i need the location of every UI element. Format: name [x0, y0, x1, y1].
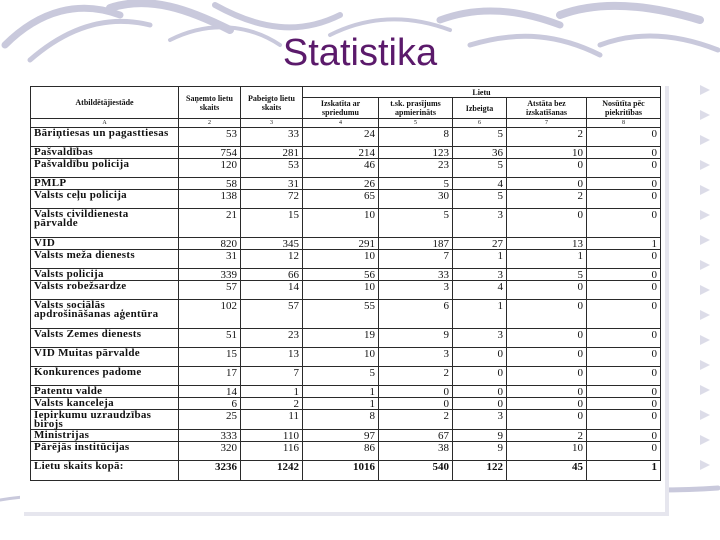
cell-value: 17	[179, 367, 241, 386]
table-row	[31, 430, 661, 442]
cell-value: 291	[303, 238, 379, 250]
col-number: 6	[453, 119, 507, 128]
cell-value: 46	[303, 159, 379, 178]
cell-value: 5	[453, 190, 507, 209]
cell-value: 3	[453, 209, 507, 238]
col-number: 7	[507, 119, 587, 128]
cell-value: 58	[179, 178, 241, 190]
cell-value: 6	[179, 398, 241, 410]
cell-value: 6	[379, 300, 453, 329]
cell-value: 4	[453, 178, 507, 190]
cell-value: 0	[587, 442, 661, 461]
table-row	[31, 178, 661, 190]
institution-name: Bāriņtiesas un pagasttiesas	[31, 128, 179, 147]
table-row	[31, 410, 661, 430]
cell-value: 10	[303, 209, 379, 238]
cell-value: 14	[179, 386, 241, 398]
cell-value: 9	[453, 430, 507, 442]
cell-value: 0	[507, 386, 587, 398]
cell-value: 9	[379, 329, 453, 348]
cell-value: 65	[303, 190, 379, 209]
cell-value: 2	[507, 430, 587, 442]
cell-value: 0	[507, 300, 587, 329]
cell-value: 38	[379, 442, 453, 461]
cell-value: 820	[179, 238, 241, 250]
table-row	[31, 348, 661, 367]
cell-value: 15	[241, 209, 303, 238]
cell-value: 55	[303, 300, 379, 329]
cell-value: 57	[179, 281, 241, 300]
cell-value: 1	[587, 461, 661, 481]
cell-value: 57	[241, 300, 303, 329]
cell-value: 5	[379, 178, 453, 190]
cell-value: 110	[241, 430, 303, 442]
cell-value: 0	[507, 367, 587, 386]
cell-value: 1	[587, 238, 661, 250]
cell-value: 1242	[241, 461, 303, 481]
cell-value: 0	[453, 367, 507, 386]
col-number: 8	[587, 119, 661, 128]
cell-value: 15	[179, 348, 241, 367]
total-row	[31, 461, 661, 481]
cell-value: 33	[379, 269, 453, 281]
cell-value: 1	[453, 300, 507, 329]
cell-value: 10	[507, 442, 587, 461]
institution-name: VID Muitas pārvalde	[31, 348, 179, 367]
cell-value: 3	[453, 410, 507, 430]
cell-value: 0	[379, 398, 453, 410]
cell-value: 123	[379, 147, 453, 159]
header-institution: Atbildētājiestāde	[31, 87, 179, 119]
header-left: Atstāta bez izskatīšanas	[507, 98, 587, 119]
header-completed: Pabeigto lietu skaits	[241, 87, 303, 119]
table-row	[31, 398, 661, 410]
cell-value: 56	[303, 269, 379, 281]
cell-value: 0	[507, 410, 587, 430]
cell-value: 10	[303, 348, 379, 367]
cell-value: 0	[507, 329, 587, 348]
cell-value: 0	[507, 348, 587, 367]
table-row	[31, 190, 661, 209]
cell-value: 19	[303, 329, 379, 348]
cell-value: 0	[587, 430, 661, 442]
cell-value: 2	[379, 410, 453, 430]
institution-name: Pašvaldību policija	[31, 159, 179, 178]
table-row	[31, 128, 661, 147]
cell-value: 2	[507, 190, 587, 209]
cell-value: 1	[241, 386, 303, 398]
cell-value: 0	[587, 128, 661, 147]
slide-title: Statistika	[282, 32, 438, 74]
cell-value: 67	[379, 430, 453, 442]
institution-name: Valsts ceļu policija	[31, 190, 179, 209]
cell-value: 30	[379, 190, 453, 209]
cell-value: 53	[179, 128, 241, 147]
cell-value: 86	[303, 442, 379, 461]
cell-value: 31	[179, 250, 241, 269]
cell-value: 0	[379, 386, 453, 398]
cell-value: 122	[453, 461, 507, 481]
cell-value: 2	[379, 367, 453, 386]
cell-value: 0	[587, 281, 661, 300]
cell-value: 0	[453, 398, 507, 410]
header-ended: Izbeigta	[453, 98, 507, 119]
cell-value: 0	[587, 329, 661, 348]
cell-value: 320	[179, 442, 241, 461]
cell-value: 0	[507, 281, 587, 300]
cell-value: 23	[241, 329, 303, 348]
cell-value: 10	[303, 281, 379, 300]
cell-value: 36	[453, 147, 507, 159]
institution-name: PMLP	[31, 178, 179, 190]
header-sent: Nosūtīta pēc piekritības	[587, 98, 661, 119]
cell-value: 5	[507, 269, 587, 281]
cell-value: 0	[587, 367, 661, 386]
cell-value: 0	[587, 300, 661, 329]
cell-value: 66	[241, 269, 303, 281]
header-group-label: Lietu	[303, 87, 661, 98]
col-number: A	[31, 119, 179, 128]
header-resolved: Izskatīta ar spriedumu	[303, 98, 379, 119]
col-number: 3	[241, 119, 303, 128]
cell-value: 5	[453, 128, 507, 147]
cell-value: 0	[587, 178, 661, 190]
col-number: 5	[379, 119, 453, 128]
institution-name: Konkurences padome	[31, 367, 179, 386]
cell-value: 0	[587, 250, 661, 269]
cell-value: 333	[179, 430, 241, 442]
cell-value: 13	[241, 348, 303, 367]
col-number: 2	[179, 119, 241, 128]
cell-value: 0	[507, 209, 587, 238]
statistics-sheet	[20, 82, 665, 512]
institution-name: Iepirkumu uzraudzības birojs	[31, 410, 179, 430]
cell-value: 754	[179, 147, 241, 159]
cell-value: 0	[587, 190, 661, 209]
cell-value: 1	[303, 386, 379, 398]
cell-value: 0	[587, 348, 661, 367]
cell-value: 1	[303, 398, 379, 410]
cell-value: 27	[453, 238, 507, 250]
cell-value: 0	[587, 269, 661, 281]
cell-value: 1	[507, 250, 587, 269]
cell-value: 2	[507, 128, 587, 147]
cell-value: 0	[587, 147, 661, 159]
cell-value: 21	[179, 209, 241, 238]
table-row	[31, 281, 661, 300]
cell-value: 3236	[179, 461, 241, 481]
table-row	[31, 238, 661, 250]
institution-name: Valsts policija	[31, 269, 179, 281]
cell-value: 540	[379, 461, 453, 481]
cell-value: 138	[179, 190, 241, 209]
cell-value: 281	[241, 147, 303, 159]
cell-value: 3	[379, 348, 453, 367]
institution-name: Valsts robežsardze	[31, 281, 179, 300]
institution-name: Ministrijas	[31, 430, 179, 442]
cell-value: 187	[379, 238, 453, 250]
cell-value: 7	[241, 367, 303, 386]
cell-value: 11	[241, 410, 303, 430]
cell-value: 0	[453, 386, 507, 398]
cell-value: 0	[587, 410, 661, 430]
institution-name: Valsts meža dienests	[31, 250, 179, 269]
cell-value: 72	[241, 190, 303, 209]
cell-value: 120	[179, 159, 241, 178]
cell-value: 1016	[303, 461, 379, 481]
institution-name: Patentu valde	[31, 386, 179, 398]
cell-value: 7	[379, 250, 453, 269]
institution-name: Pārējās institūcijas	[31, 442, 179, 461]
cell-value: 33	[241, 128, 303, 147]
cell-value: 4	[453, 281, 507, 300]
table-row	[31, 250, 661, 269]
cell-value: 2	[241, 398, 303, 410]
cell-value: 214	[303, 147, 379, 159]
cell-value: 45	[507, 461, 587, 481]
table-row	[31, 386, 661, 398]
cell-value: 14	[241, 281, 303, 300]
cell-value: 97	[303, 430, 379, 442]
table-row	[31, 159, 661, 178]
cell-value: 9	[453, 442, 507, 461]
cell-value: 5	[379, 209, 453, 238]
cell-value: 26	[303, 178, 379, 190]
table-row	[31, 329, 661, 348]
cell-value: 24	[303, 128, 379, 147]
cell-value: 13	[507, 238, 587, 250]
cell-value: 12	[241, 250, 303, 269]
cell-value: 3	[379, 281, 453, 300]
cell-value: 5	[453, 159, 507, 178]
table-row	[31, 367, 661, 386]
cell-value: 102	[179, 300, 241, 329]
cell-value: 8	[379, 128, 453, 147]
header-received: Saņemto lietu skaits	[179, 87, 241, 119]
cell-value: 53	[241, 159, 303, 178]
cell-value: 0	[587, 209, 661, 238]
cell-value: 25	[179, 410, 241, 430]
cell-value: 0	[587, 386, 661, 398]
cell-value: 116	[241, 442, 303, 461]
cell-value: 3	[453, 269, 507, 281]
table-row	[31, 442, 661, 461]
institution-name: Valsts kanceleja	[31, 398, 179, 410]
cell-value: 5	[303, 367, 379, 386]
table-row	[31, 269, 661, 281]
cell-value: 0	[507, 178, 587, 190]
cell-value: 0	[453, 348, 507, 367]
cell-value: 0	[507, 159, 587, 178]
institution-name: Valsts sociālās apdrošināšanas aģentūra	[31, 300, 179, 329]
table-row	[31, 147, 661, 159]
total-label: Lietu skaits kopā:	[31, 461, 179, 481]
cell-value: 0	[507, 398, 587, 410]
cell-value: 23	[379, 159, 453, 178]
cell-value: 10	[303, 250, 379, 269]
table-row	[31, 209, 661, 238]
table-row	[31, 300, 661, 329]
institution-name: Pašvaldības	[31, 147, 179, 159]
header-including: t.sk. prasījums apmierināts	[379, 98, 453, 119]
cell-value: 31	[241, 178, 303, 190]
cell-value: 51	[179, 329, 241, 348]
statistics-table	[30, 86, 661, 481]
col-number: 4	[303, 119, 379, 128]
cell-value: 339	[179, 269, 241, 281]
cell-value: 8	[303, 410, 379, 430]
cell-value: 3	[453, 329, 507, 348]
cell-value: 0	[587, 159, 661, 178]
institution-name: Valsts Zemes dienests	[31, 329, 179, 348]
cell-value: 10	[507, 147, 587, 159]
institution-name: Valsts civildienesta pārvalde	[31, 209, 179, 238]
cell-value: 0	[587, 398, 661, 410]
cell-value: 1	[453, 250, 507, 269]
institution-name: VID	[31, 238, 179, 250]
cell-value: 345	[241, 238, 303, 250]
